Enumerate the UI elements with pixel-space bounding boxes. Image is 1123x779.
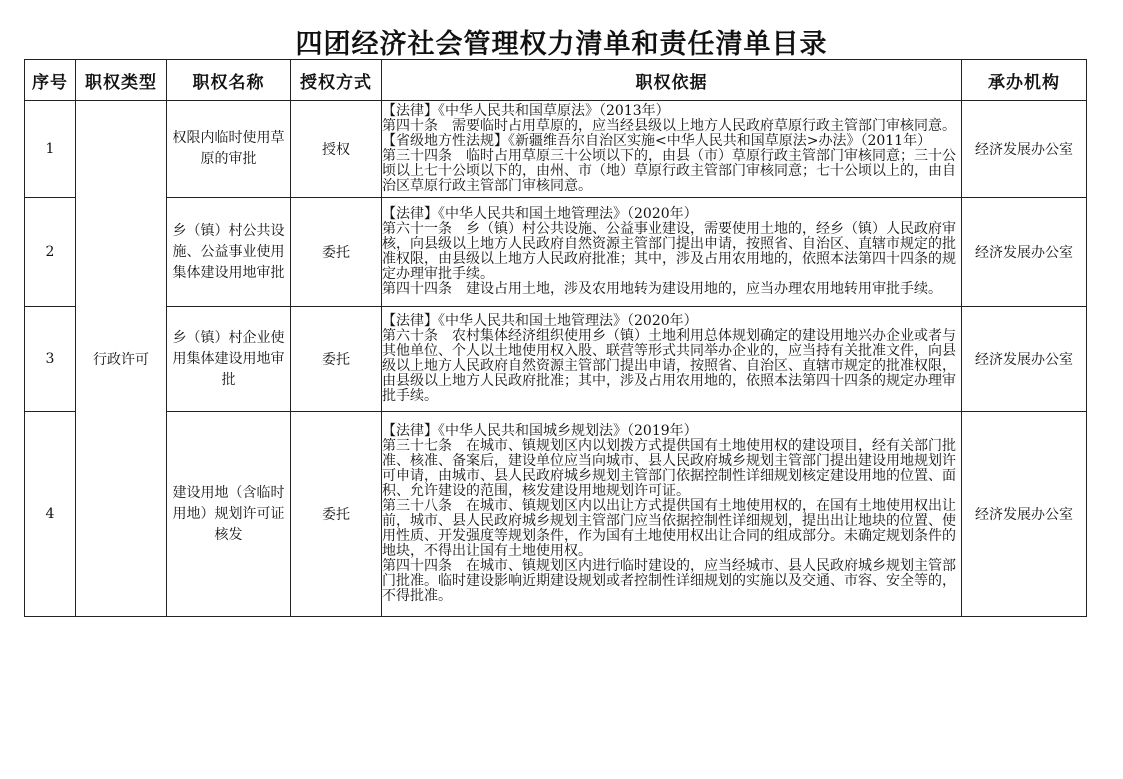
basis-line: 第四十四条 在城市、镇规划区内进行临时建设的，应当经城市、县人民政府城乡规划主管部门批准。临时建设影响近期建设规划或者控制性详细规划的实施以及交通、市容、安全等的，不得批准。 [382, 558, 956, 604]
table-row [25, 307, 1087, 412]
handling-agency: 经济发展办公室 [962, 101, 1087, 198]
serial-number: 2 [25, 198, 76, 307]
legal-basis [382, 307, 962, 412]
power-name: 乡（镇）村公共设施、公益事业使用集体建设用地审批 [167, 198, 291, 307]
header-power-name: 职权名称 [167, 60, 291, 101]
basis-line: 第四十条 需要临时占用草原的，应当经县级以上地方人民政府草原行政主管部门审核同意。 [382, 118, 956, 134]
basis-line: 【法律】《中华人民共和国城乡规划法》（2019年） [382, 423, 698, 439]
table-row [25, 412, 1087, 617]
basis-line: 【法律】《中华人民共和国土地管理法》（2020年） [382, 313, 698, 329]
page-title: 四团经济社会管理权力清单和责任清单目录 [295, 29, 828, 60]
basis-line: 【省级地方性法规】《新疆维吾尔自治区实施<中华人民共和国草原法>办法》（2011年） [382, 133, 932, 149]
power-name: 乡（镇）村企业使用集体建设用地审批 [167, 307, 291, 412]
basis-line: 第三十七条 在城市、镇规划区内以划拨方式提供国有土地使用权的建设项目，经有关部门批准、核准、备案后，建设单位应当向城市、县人民政府城乡规划主管部门提出建设用地规划许可申请，由城市、县人民政府城乡规划主管部门依据控制性详细规划核定建设用地的位置、面积、允许建设的范围，核发建设用地规划许可证。 [382, 438, 956, 499]
basis-line: 【法律】《中华人民共和国土地管理法》（2020年） [382, 206, 698, 222]
legal-basis [382, 198, 962, 307]
serial-number: 1 [25, 101, 76, 198]
authorization-method: 授权 [291, 101, 382, 198]
power-name: 权限内临时使用草原的审批 [167, 101, 291, 198]
handling-agency: 经济发展办公室 [962, 412, 1087, 617]
authorization-method: 委托 [291, 307, 382, 412]
serial-number: 3 [25, 307, 76, 412]
header-serial-number: 序号 [25, 60, 76, 101]
basis-line: 第三十八条 在城市、镇规划区内以出让方式提供国有土地使用权的，在国有土地使用权出让前，城市、县人民政府城乡规划主管部门应当依据控制性详细规划，提出出让地块的位置、使用性质、开发强度等规划条件，作为国有土地使用权出让合同的组成部分。未确定规划条件的地块，不得出让国有土地使用权。 [382, 498, 956, 559]
header-authorization-method: 授权方式 [291, 60, 382, 101]
handling-agency: 经济发展办公室 [962, 198, 1087, 307]
handling-agency: 经济发展办公室 [962, 307, 1087, 412]
serial-number: 4 [25, 412, 76, 617]
header-handling-agency: 承办机构 [962, 60, 1087, 101]
table-header-row [25, 60, 1087, 101]
header-legal-basis: 职权依据 [382, 60, 962, 101]
table-row [25, 101, 1087, 198]
table-row [25, 198, 1087, 307]
power-list-table [24, 59, 1087, 617]
basis-line: 第三十四条 临时占用草原三十公顷以下的，由县（市）草原行政主管部门审核同意；三十公顷以上七十公顷以下的，由州、市（地）草原行政主管部门审核同意；七十公顷以上的，由自治区草原行政主管部门审核同意。 [382, 148, 956, 194]
legal-basis [382, 101, 962, 198]
legal-basis [382, 412, 962, 617]
basis-line: 【法律】《中华人民共和国草原法》（2013年） [382, 103, 670, 119]
basis-line: 第六十一条 乡（镇）村公共设施、公益事业建设，需要使用土地的，经乡（镇）人民政府审核，向县级以上地方人民政府自然资源主管部门提出申请，按照省、自治区、直辖市规定的批准权限，由县级以上地方人民政府批准；其中，涉及占用农用地的，依照本法第四十四条的规定办理审批手续。 [382, 221, 956, 282]
authorization-method: 委托 [291, 412, 382, 617]
basis-line: 第六十条 农村集体经济组织使用乡（镇）土地利用总体规划确定的建设用地兴办企业或者与其他单位、个人以土地使用权入股、联营等形式共同举办企业的，应当持有关批准文件，向县级以上地方人民政府自然资源主管部门提出申请，按照省、自治区、直辖市规定的批准权限，由县级以上地方人民政府批准；其中，涉及占用农用地的，依照本法第四十四条的规定办理审批手续。 [382, 328, 956, 404]
authorization-method: 委托 [291, 198, 382, 307]
power-type-cell: 行政许可 [76, 101, 167, 617]
basis-line: 第四十四条 建设占用土地，涉及农用地转为建设用地的，应当办理农用地转用审批手续。 [382, 281, 942, 297]
header-power-type: 职权类型 [76, 60, 167, 101]
power-name: 建设用地（含临时用地）规划许可证核发 [167, 412, 291, 617]
